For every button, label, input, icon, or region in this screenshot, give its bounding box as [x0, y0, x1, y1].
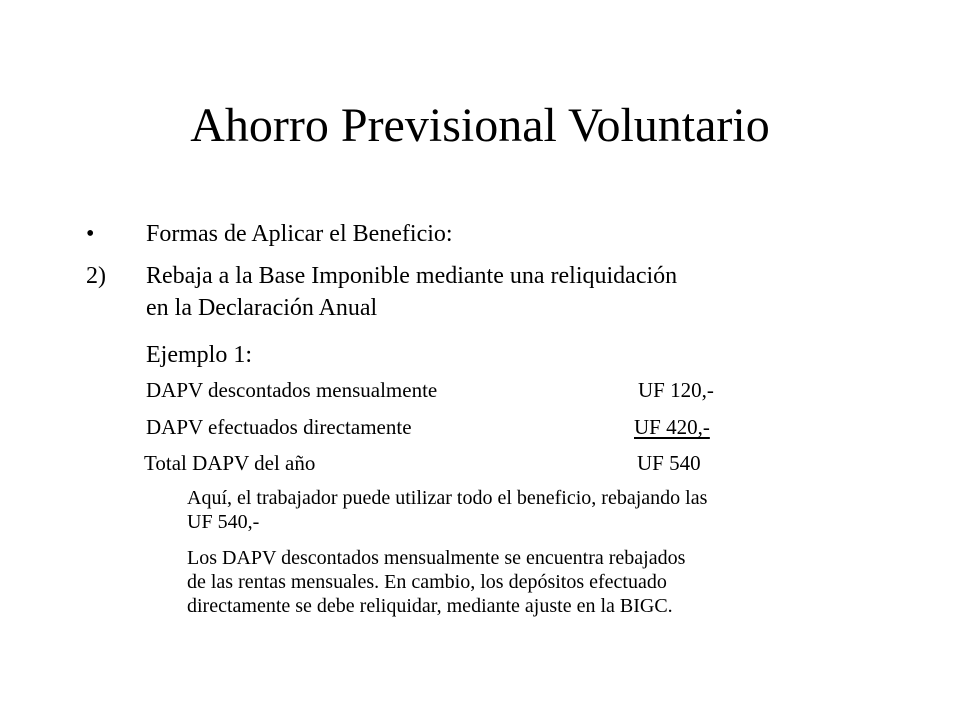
row-value-monthly: UF 120,- — [638, 378, 714, 402]
note-1 — [187, 486, 707, 534]
item-text-line-1: Rebaja a la Base Imponible mediante una reliquidación — [146, 263, 678, 289]
note-2-line-3: directamente se debe reliquidar, mediante ajuste en la BIGC. — [187, 595, 673, 617]
item-text-line-2: en la Declaración Anual — [146, 295, 378, 321]
row-label-monthly: DAPV descontados mensualmente — [146, 378, 438, 402]
note-1-line-2: UF 540,- — [187, 511, 260, 533]
example-label: Ejemplo 1: — [146, 342, 252, 368]
section-heading: Formas de Aplicar el Beneficio: — [146, 221, 453, 247]
row-label-total: Total DAPV del año — [144, 451, 316, 475]
slide-title: Ahorro Previsional Voluntario — [190, 99, 770, 152]
row-value-direct: UF 420,- — [634, 415, 710, 439]
note-2 — [187, 546, 685, 618]
row-label-direct: DAPV efectuados directamente — [146, 415, 412, 439]
item-number: 2) — [86, 263, 106, 289]
note-2-line-1: Los DAPV descontados mensualmente se encuentra rebajados — [187, 547, 686, 569]
note-1-line-1: Aquí, el trabajador puede utilizar todo el beneficio, rebajando las — [187, 487, 708, 509]
row-value-total: UF 540 — [637, 451, 701, 475]
note-2-line-2: de las rentas mensuales. En cambio, los depósitos efectuado — [187, 571, 667, 593]
bullet-icon: • — [86, 221, 95, 247]
